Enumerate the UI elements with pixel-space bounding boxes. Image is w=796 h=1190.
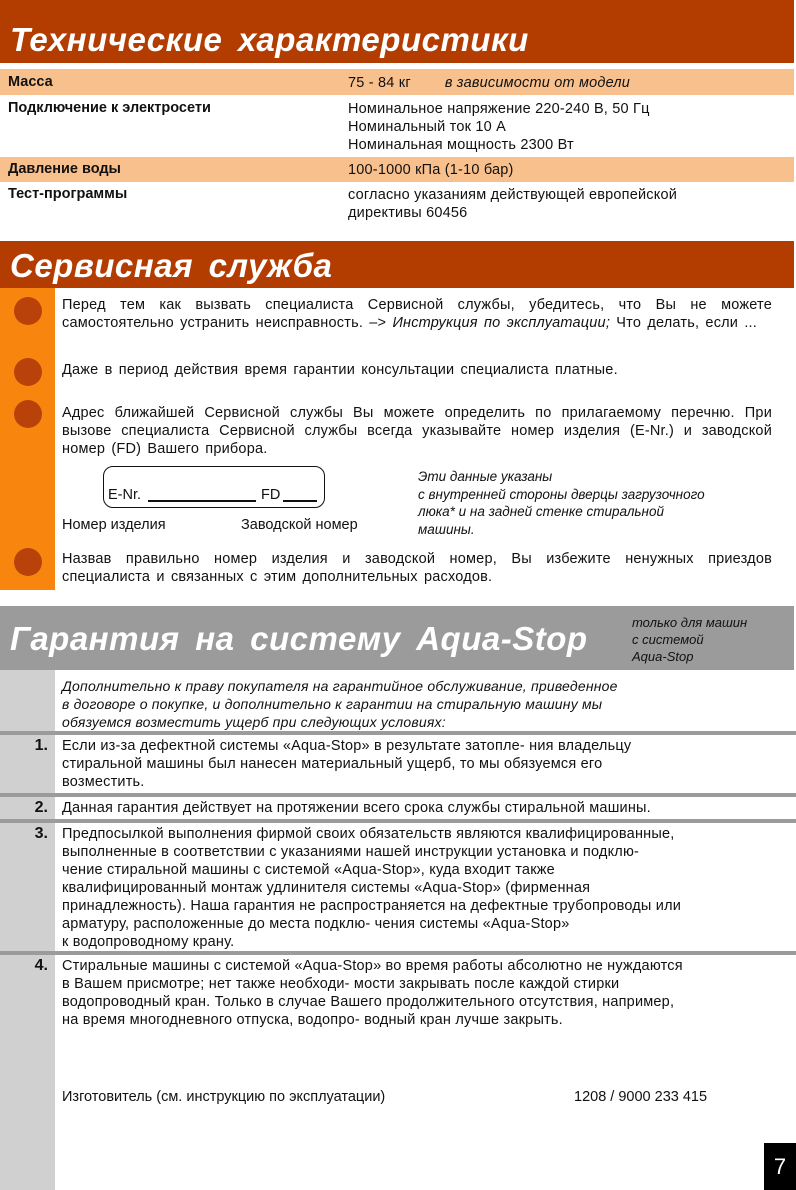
fd-line bbox=[283, 500, 317, 502]
item-number: 3. bbox=[34, 825, 48, 842]
divider bbox=[0, 819, 796, 823]
intro-line: в договоре о покупке, и дополнительно к гарантии на стиральную машину мы bbox=[62, 696, 603, 712]
aquastop-item-2 bbox=[62, 799, 780, 817]
test-line-2: директивы 60456 bbox=[348, 205, 468, 221]
spec-value-power bbox=[348, 100, 650, 154]
plate-note-line: с внутренней стороны дверцы загрузочного bbox=[418, 486, 705, 502]
item-line: к водопроводному крану. bbox=[62, 934, 235, 950]
divider bbox=[0, 951, 796, 955]
aquastop-item-4 bbox=[62, 957, 780, 1029]
caption-factory-number: Заводской номер bbox=[241, 517, 358, 533]
item-line: Если из-за дефектной системы «Aqua-Stop» в результате затопле- ния владельцу bbox=[62, 738, 632, 754]
service-item-3: Адрес ближайшей Сервисной службы Вы можете определить по прилагаемому перечню. При вызове специалиста Сервисной службы всегда указывайте номер изделия (E-Nr.) и заводской номер (FD) Вашего прибора. bbox=[62, 405, 772, 457]
spec-value-test bbox=[348, 186, 677, 222]
enr-label: E-Nr. bbox=[108, 487, 142, 503]
side-note-line: Aqua-Stop bbox=[632, 649, 694, 664]
power-current: Номинальный ток 10 А bbox=[348, 119, 506, 135]
page-number: 7 bbox=[764, 1143, 796, 1190]
item-line: на время многодневного отпуска, водопро- водный кран лучше закрыть. bbox=[62, 1012, 563, 1028]
manual-reference: Инструкция по эксплуатации; bbox=[392, 315, 611, 331]
bullet-dot-icon bbox=[14, 297, 42, 325]
side-note-line: с системой bbox=[632, 632, 704, 647]
divider bbox=[0, 731, 796, 735]
aquastop-header bbox=[0, 606, 794, 670]
service-item-2: Даже в период действия время гарантии консультации специалиста платные. bbox=[62, 362, 618, 378]
service-sidebar bbox=[0, 288, 55, 590]
power-voltage: Номинальное напряжение 220-240 В, 50 Гц bbox=[348, 101, 650, 117]
aquastop-title: Гарантия на систему Aqua-Stop bbox=[10, 620, 588, 657]
item-line: в Вашем присмотре; нет также необходи- мости закрывать после каждой стирки bbox=[62, 976, 620, 992]
plate-note-line: Эти данные указаны bbox=[418, 469, 553, 484]
intro-line: Дополнительно к праву покупателя на гарантийное обслуживание, приведенное bbox=[62, 678, 618, 694]
bullet-dot-icon bbox=[14, 400, 42, 428]
item-line: стиральной машины был нанесен материальный ущерб, то мы обязуемся его bbox=[62, 756, 603, 772]
bullet-dot-icon bbox=[14, 358, 42, 386]
spec-label-pressure: Давление воды bbox=[8, 161, 121, 177]
fd-label: FD bbox=[261, 487, 281, 503]
power-wattage: Номинальная мощность 2300 Вт bbox=[348, 137, 574, 153]
item-line: водопроводный кран. Только в случае Вашего продолжительного отсутствия, например, bbox=[62, 994, 675, 1010]
item-number: 1. bbox=[34, 737, 48, 754]
service-item-1-text: Перед тем как вызвать специалиста Сервисной службы, убедитесь, что Вы не можете самостоятельно устранить неисправность. –> bbox=[62, 297, 772, 331]
item-line: выполненные в соответствии с указаниями нашей инструкции установка и подклю- bbox=[62, 844, 640, 860]
spec-label-power: Подключение к электросети bbox=[8, 100, 211, 116]
spec-value-pressure: 100-1000 кПа (1-10 бар) bbox=[348, 162, 514, 178]
bullet-dot-icon bbox=[14, 548, 42, 576]
tech-specs-header bbox=[0, 0, 794, 63]
plate-note-line: машины. bbox=[418, 521, 475, 537]
manufacturer-note: Изготовитель (см. инструкцию по эксплуатации) bbox=[62, 1089, 386, 1105]
aquastop-intro bbox=[62, 677, 780, 731]
spec-label-mass: Масса bbox=[8, 74, 53, 90]
item-line: принадлежность). Наша гарантия не распространяется на дефектные трубопроводы или bbox=[62, 898, 682, 914]
aquastop-side-note bbox=[632, 614, 747, 665]
item-line: возместить. bbox=[62, 774, 145, 790]
plate-note bbox=[418, 468, 705, 538]
item-number: 4. bbox=[34, 957, 48, 974]
mass-note: в зависимости от модели bbox=[444, 75, 631, 91]
plate-note-line: люка* и на задней стенке стиральной bbox=[418, 504, 664, 519]
spec-value-mass bbox=[348, 74, 630, 92]
item-line: чение стиральной машины с системой «Aqua-Stop», куда входит также bbox=[62, 862, 555, 878]
service-item-1-tail: Что делать, если ... bbox=[610, 315, 758, 331]
side-note-line: только для машин bbox=[632, 615, 748, 630]
intro-line: обязуемся возместить ущерб при следующих условиях: bbox=[62, 714, 446, 730]
spec-label-test: Тест-программы bbox=[8, 186, 128, 202]
item-line: арматуру, расположенные до места подклю- чения системы «Aqua-Stop» bbox=[62, 916, 570, 932]
service-item-4: Назвав правильно номер изделия и заводской номер, Вы избежите ненужных приездов специалиста и связанных с этим дополнительных расходов. bbox=[62, 551, 772, 585]
item-number: 2. bbox=[34, 799, 48, 816]
aquastop-item-3 bbox=[62, 825, 780, 951]
document-code: 1208 / 9000 233 415 bbox=[574, 1089, 708, 1105]
test-line-1: согласно указаниям действующей европейской bbox=[348, 187, 678, 203]
item-line: Стиральные машины с системой «Aqua-Stop» во время работы абсолютно не нуждаются bbox=[62, 958, 683, 974]
aquastop-item-1 bbox=[62, 737, 780, 791]
service-header bbox=[0, 241, 794, 288]
tech-specs-title: Технические характеристики bbox=[10, 21, 529, 58]
enr-line bbox=[148, 500, 256, 502]
service-title: Сервисная служба bbox=[10, 247, 333, 284]
caption-product-number: Номер изделия bbox=[62, 517, 166, 533]
item-line: квалифицированный монтаж удлинителя системы «Aqua-Stop» (фирменная bbox=[62, 880, 591, 896]
item-line: Предпосылкой выполнения фирмой своих обязательств являются квалифицированные, bbox=[62, 826, 675, 842]
mass-value: 75 - 84 кг bbox=[348, 75, 411, 91]
item-line: Данная гарантия действует на протяжении всего срока службы стиральной машины. bbox=[62, 800, 651, 816]
divider bbox=[0, 793, 796, 797]
service-item-1 bbox=[62, 296, 772, 332]
